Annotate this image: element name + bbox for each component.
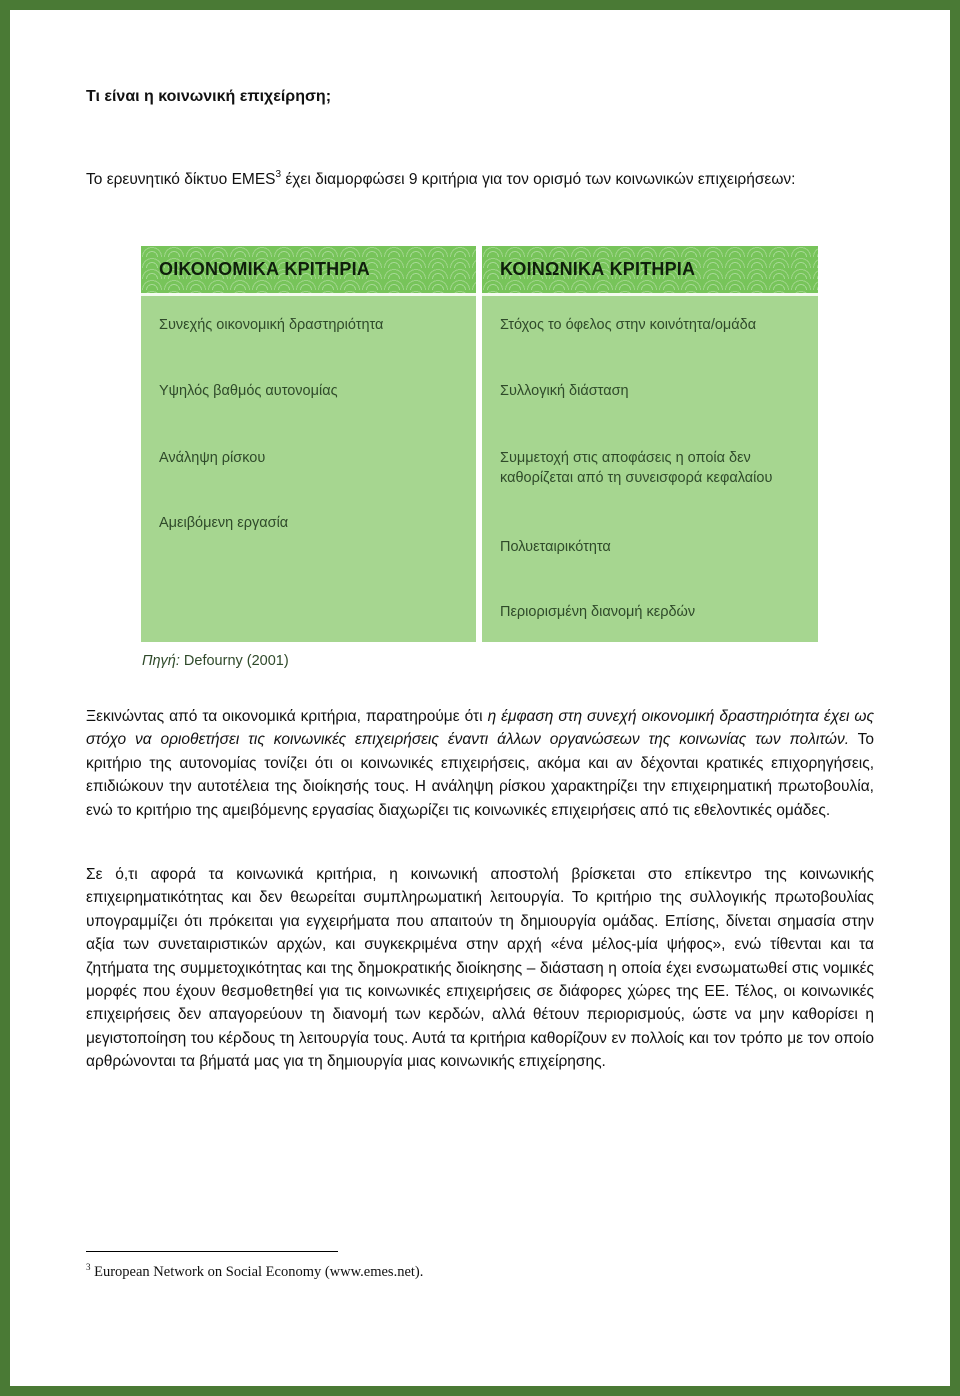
paragraph-text: Το κριτήριο της αυτονομίας τονίζει ότι οι κοινωνικές επιχειρήσεις, ακόμα και αν δέχονται κρατικές επιχορηγήσεις, επιδιώκουν την αυτοτέλεια της διοίκησής τους. Η ανάληψη ρίσκου χαρακτηρίζει την επιχειρηματική πρωτοβουλία, ενώ το κριτήριο της αμειβόμενης εργασίας διαχωρίζει τις κοινωνικές επιχειρήσεις από τις εθελοντικές ομάδες. xyxy=(86,731,874,819)
emphasis-text: η έμφαση στη συνεχή οικονομική δραστηριότητα έχει ως στόχο να οριοθετήσει τις κοινωνικές επιχειρήσεις έναντι άλλων οργανώσεων της κοινωνίας των πολιτών. xyxy=(86,708,874,749)
social-criteria-column xyxy=(482,246,818,642)
criterion-item: Πολυεταιρικότητα xyxy=(500,539,611,555)
criterion-item: Περιορισμένη διανομή κερδών xyxy=(500,604,696,620)
criterion-item: Ανάληψη ρίσκου xyxy=(159,450,266,466)
economic-criteria-title: ΟΙΚΟΝΟΜΙΚΑ ΚΡΙΤΗΡΙΑ xyxy=(141,246,476,296)
criterion-item: Συμμετοχή στις αποφάσεις η οποία δεν καθορίζεται από τη συνεισφορά κεφαλαίου xyxy=(500,450,773,486)
paragraph-economic xyxy=(86,705,874,822)
criterion-item: Αμειβόμενη εργασία xyxy=(159,515,289,531)
source-label: Πηγή: xyxy=(142,653,180,669)
source-text: Defourny (2001) xyxy=(179,653,289,669)
intro-text-start: Το ερευνητικό δίκτυο EMES xyxy=(86,171,276,188)
footnote-reference[interactable]: 3 xyxy=(275,169,282,180)
criteria-table xyxy=(141,246,818,642)
economic-criteria-column xyxy=(141,246,476,642)
criterion-item: Υψηλός βαθμός αυτονομίας xyxy=(159,383,338,399)
criterion-item: Συνεχής οικονομική δραστηριότητα xyxy=(159,317,384,333)
social-criteria-title: ΚΟΙΝΩΝΙΚΑ ΚΡΙΤΗΡΙΑ xyxy=(482,246,818,296)
paragraph-social: Σε ό,τι αφορά τα κοινωνικά κριτήρια, η κοινωνική αποστολή βρίσκεται στο επίκεντρο της κοινωνικής επιχειρηματικότητας και δεν θεωρείται συμπληρωματική λειτουργία. Το κριτήριο της συλλογικής πρωτοβουλίας υπογραμμίζει ότι πρόκειται για εγχειρήματα που απαιτούν τη δημιουργία ομάδας. Επίσης, δίνεται σημασία στην αξία των συνεταιριστικών αρχών, και συγκεκριμένα στην αρχή «ένα μέλος-μία ψήφος», ενώ τίθενται και τα ζητήματα της συμμετοχικότητας και της δημοκρατικής διοίκησης – διάσταση η οποία έχει ενσωματωθεί στις νομικές μορφές που έχουν θεσμοθετηθεί για τις κοινωνικές επιχειρήσεις σε διάφορες χώρες της ΕΕ. Τέλος, οι κοινωνικές επιχειρήσεις δεν απαγορεύουν τη διανομή των κερδών, αλλά θέτουν περιορισμούς, ώστε να μην καθορίσει η μεγιστοποίηση του κέρδους τη λειτουργία τους. Αυτά τα κριτήρια καθορίζουν εν πολλοίς και τον τρόπο με τον οποίο αρθρώνονται τα βήματά μας για τη δημιουργία μιας κοινωνικής επιχείρησης. xyxy=(86,866,874,1071)
table-source xyxy=(142,653,289,669)
footnote-text: European Network on Social Economy (www.emes.net). xyxy=(90,1264,424,1280)
criterion-item: Συλλογική διάσταση xyxy=(500,383,629,399)
intro-paragraph xyxy=(86,168,874,192)
footnote xyxy=(86,1264,423,1281)
footnote-divider xyxy=(86,1251,338,1252)
paragraph-text: Ξεκινώντας από τα οικονομικά κριτήρια, παρατηρούμε ότι xyxy=(86,708,488,725)
criterion-item: Στόχος το όφελος στην κοινότητα/ομάδα xyxy=(500,317,757,333)
section-heading: Τι είναι η κοινωνική επιχείρηση; xyxy=(86,88,332,105)
footnote-number: 3 xyxy=(86,1262,91,1272)
intro-text-end: έχει διαμορφώσει 9 κριτήρια για τον ορισμό των κοινωνικών επιχειρήσεων: xyxy=(281,171,796,188)
